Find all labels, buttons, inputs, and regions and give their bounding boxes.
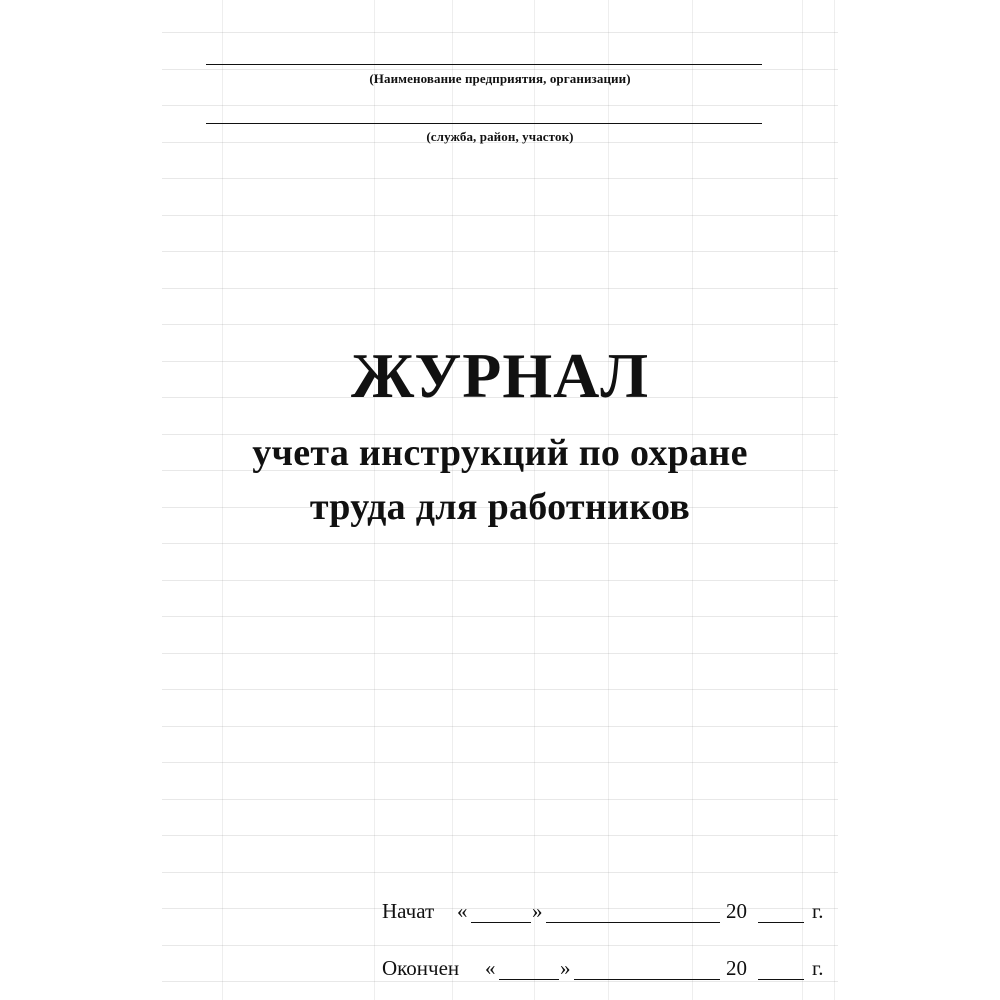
show-through-row-line [162,105,838,106]
finished-day-blank [499,979,559,980]
finished-year-prefix: 20 [726,956,747,980]
started-close-quote: » [532,899,543,923]
finished-month-blank [574,979,720,980]
show-through-row-line [162,872,838,873]
started-year-blank [758,922,804,923]
journal-title: ЖУРНАЛ [350,340,650,411]
started-label: Начат [382,899,435,923]
journal-cover-page [162,0,838,1000]
show-through-row-line [162,32,838,33]
show-through-row-line [162,543,838,544]
show-through-row-line [162,580,838,581]
department-caption: (служба, район, участок) [426,129,574,144]
finished-close-quote: » [560,956,571,980]
department-line [206,123,762,124]
finished-year-blank [758,979,804,980]
show-through-row-line [162,69,838,70]
show-through-row-line [162,689,838,690]
started-year-suffix: г. [812,899,824,923]
show-through-row-line [162,799,838,800]
show-through-row-line [162,945,838,946]
journal-subtitle-line-1: учета инструкций по охране [252,432,748,474]
started-year-prefix: 20 [726,899,747,923]
show-through-row-line [162,251,838,252]
show-through-header [162,0,838,56]
organization-caption: (Наименование предприятия, организации) [369,71,631,86]
finished-label: Окончен [382,956,460,980]
show-through-row-line [162,178,838,179]
started-open-quote: « [457,899,468,923]
show-through-row-line [162,835,838,836]
show-through-row-line [162,288,838,289]
show-through-row-line [162,653,838,654]
show-through-row-line [162,726,838,727]
started-date-line [382,899,838,925]
started-day-blank [471,922,531,923]
finished-year-suffix: г. [812,956,824,980]
show-through-row-line [162,215,838,216]
finished-open-quote: « [485,956,496,980]
started-month-blank [546,922,720,923]
journal-subtitle-line-2: труда для работников [309,486,691,528]
show-through-row-line [162,616,838,617]
finished-date-line [382,956,838,982]
organization-line [206,64,762,65]
show-through-row-line [162,324,838,325]
show-through-row-line [162,762,838,763]
